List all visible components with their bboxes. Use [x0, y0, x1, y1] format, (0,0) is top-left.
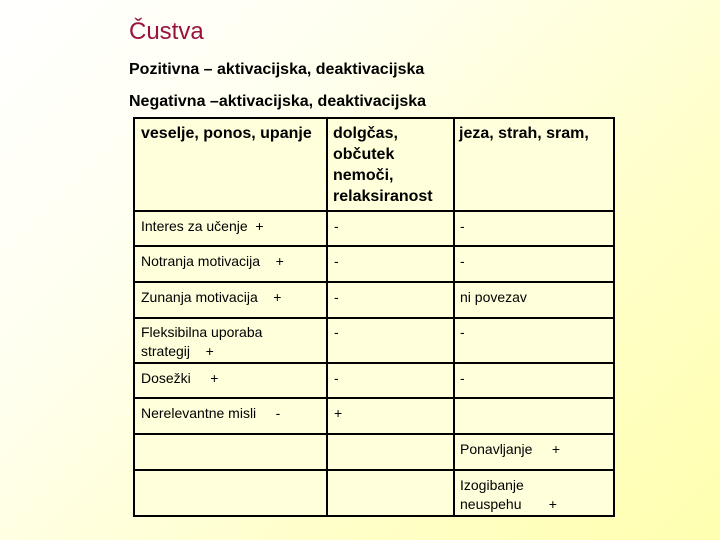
- cell: -: [334, 289, 339, 305]
- slide-title: Čustva: [129, 18, 204, 45]
- cell: ni povezav: [460, 289, 527, 305]
- header-positive: veselje, ponos, upanje: [141, 125, 312, 142]
- subtitle-positive: Pozitivna – aktivacijska, deaktivacijska: [129, 61, 425, 78]
- cell: -: [460, 370, 465, 386]
- cell: Nerelevantne misli -: [141, 405, 281, 421]
- cell: +: [334, 405, 343, 421]
- cell: -: [334, 218, 339, 234]
- cell: Ponavljanje +: [460, 441, 561, 457]
- cell: -: [334, 253, 339, 269]
- cell: Izogibanje neuspehu +: [460, 477, 557, 512]
- subtitle-negative: Negativna –aktivacijska, deaktivacijska: [129, 93, 427, 110]
- cell: -: [334, 370, 339, 386]
- cell: -: [460, 324, 465, 340]
- cell: -: [460, 218, 465, 234]
- cell: Fleksibilna uporaba strategij +: [141, 324, 263, 359]
- cell: Interes za učenje +: [141, 218, 264, 234]
- cell: -: [334, 324, 339, 340]
- cell: Notranja motivacija +: [141, 253, 284, 269]
- cell: Zunanja motivacija +: [141, 289, 282, 305]
- cell: -: [460, 253, 465, 269]
- cell: Dosežki +: [141, 370, 219, 386]
- emotions-table: [133, 117, 615, 517]
- header-negative: jeza, strah, sram,: [459, 125, 589, 142]
- header-deactivating: dolgčas, občutek nemoči, relaksiranost: [333, 125, 433, 205]
